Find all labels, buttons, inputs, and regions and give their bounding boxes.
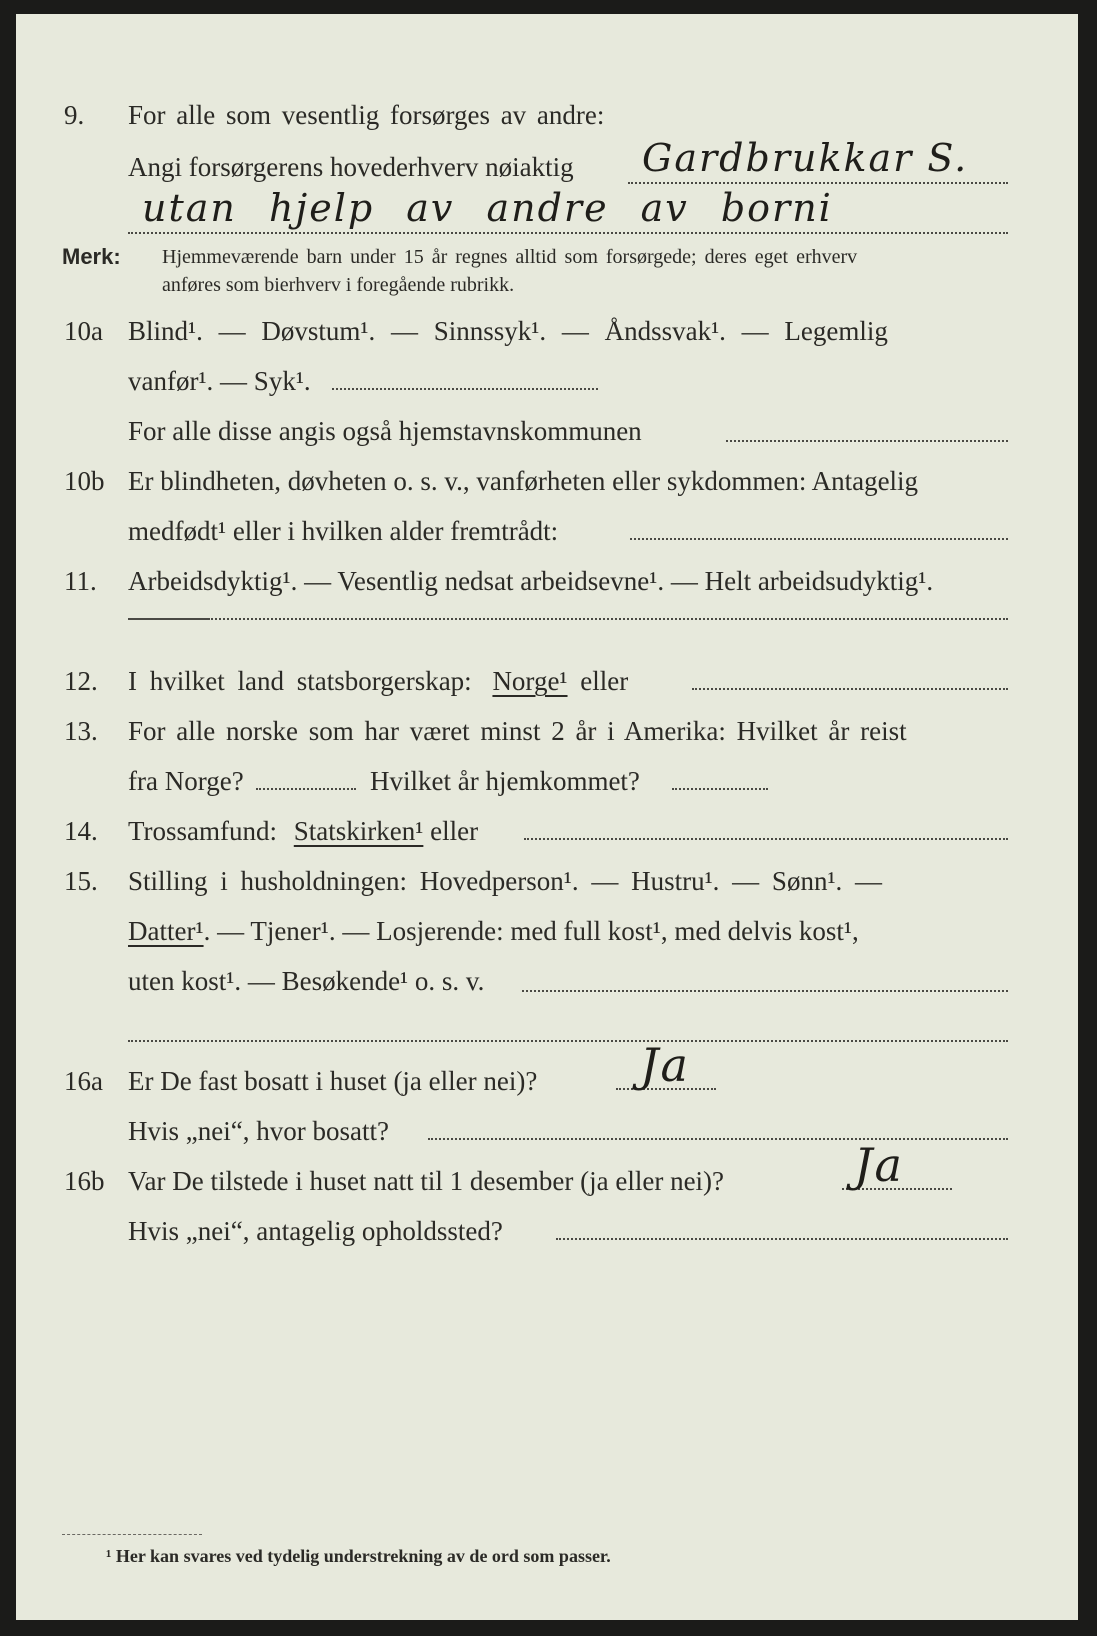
q15-answer-line2 [128, 1040, 1008, 1042]
q11-answer-line [208, 618, 1008, 620]
q16a-number: 16a [64, 1066, 103, 1096]
merk-label: Merk: [62, 244, 121, 269]
q15-answer-line1 [522, 990, 1008, 992]
q14-answer-line [524, 838, 1008, 840]
merk-line2: anføres som bierhverv i foregående rubrikk. [162, 274, 515, 296]
q14-suffix: eller [430, 816, 479, 846]
q16b-number: 16b [64, 1166, 105, 1196]
q12-text [128, 666, 628, 697]
q16a-handwritten-answer: Ja [640, 1038, 690, 1092]
q11-number: 11. [64, 566, 97, 596]
footnote: ¹ Her kan svares ved tydelig understrekning av de ord som passer. [106, 1546, 611, 1566]
q10a-answer-line2 [726, 440, 1008, 442]
q10a-line2: vanfør¹. — Syk¹. [128, 366, 311, 396]
census-form-page [16, 14, 1078, 1620]
q16a-answer-line2 [428, 1138, 1008, 1140]
q12-suffix: eller [580, 666, 629, 696]
q10a-line1: Blind¹. — Døvstum¹. — Sinnssyk¹. — Åndssvak¹. — Legemlig [128, 316, 888, 346]
q13-answer-line2 [672, 788, 768, 790]
q14-number: 14. [64, 816, 98, 846]
q13-line2b: Hvilket år hjemkommet? [370, 766, 640, 796]
q13-line2a: fra Norge? [128, 766, 244, 796]
q13-line1: For alle norske som har været minst 2 år i Amerika: Hvilket år reist [128, 716, 907, 746]
q10b-answer-line [630, 538, 1008, 540]
q15-number: 15. [64, 866, 98, 896]
q12-number: 12. [64, 666, 98, 696]
q16b-line1: Var De tilstede i huset natt til 1 desember (ja eller nei)? [128, 1166, 725, 1196]
q10a-answer-line1 [332, 388, 598, 390]
q15-line2-rest: . — Tjener¹. — Losjerende: med full kost¹, med delvis kost¹, [203, 916, 859, 946]
q12-prefix: I hvilket land statsborgerskap: [128, 666, 472, 696]
q15-line3: uten kost¹. — Besøkende¹ o. s. v. [128, 966, 485, 996]
q16a-line2: Hvis „nei“, hvor bosatt? [128, 1116, 389, 1146]
q14-underlined-answer: Statskirken¹ [293, 816, 424, 846]
q15-line1: Stilling i husholdningen: Hovedperson¹. — Hustru¹. — Sønn¹. — [128, 866, 883, 896]
q10b-line2: medfødt¹ eller i hvilken alder fremtrådt: [128, 516, 559, 546]
q13-number: 13. [64, 716, 98, 746]
q10a-number: 10a [64, 316, 103, 346]
q16b-line2: Hvis „nei“, antagelig opholdssted? [128, 1216, 503, 1246]
q9-answer-line2 [128, 232, 1008, 234]
q14-prefix: Trossamfund: [128, 816, 278, 846]
q10a-line3: For alle disse angis også hjemstavnskommunen [128, 416, 642, 446]
q13-answer-line1 [256, 788, 356, 790]
q16b-handwritten-answer: Ja [854, 1138, 904, 1192]
q15-underlined-answer: Datter¹ [128, 916, 204, 946]
q14-text [128, 816, 478, 847]
q9-handwritten-answer2: utan hjelp av andre av borni [142, 186, 833, 230]
q11-answer-line-start [128, 618, 208, 620]
q9-handwritten-answer1: Gardbrukkar S. [642, 136, 969, 180]
q10b-number: 10b [64, 466, 105, 496]
footnote-separator [62, 1534, 202, 1535]
q12-answer-line [692, 688, 1008, 690]
q11-line1: Arbeidsdyktig¹. — Vesentlig nedsat arbeidsevne¹. — Helt arbeidsudyktig¹. [128, 566, 934, 596]
q15-line2 [128, 916, 859, 947]
q9-number: 9. [64, 100, 85, 130]
q9-line2: Angi forsørgerens hovederhverv nøiaktig [128, 152, 574, 182]
q10b-line1: Er blindheten, døvheten o. s. v., vanførheten eller sykdommen: Antagelig [128, 466, 919, 496]
merk-line1: Hjemmeværende barn under 15 år regnes alltid som forsørgede; deres eget erhverv [162, 246, 858, 268]
q16a-line1: Er De fast bosatt i huset (ja eller nei)? [128, 1066, 538, 1096]
q16b-answer-line2 [556, 1238, 1008, 1240]
q9-line1: For alle som vesentlig forsørges av andre: [128, 100, 605, 130]
q9-answer-line1 [628, 182, 1008, 184]
q12-underlined-answer: Norge¹ [492, 666, 568, 696]
